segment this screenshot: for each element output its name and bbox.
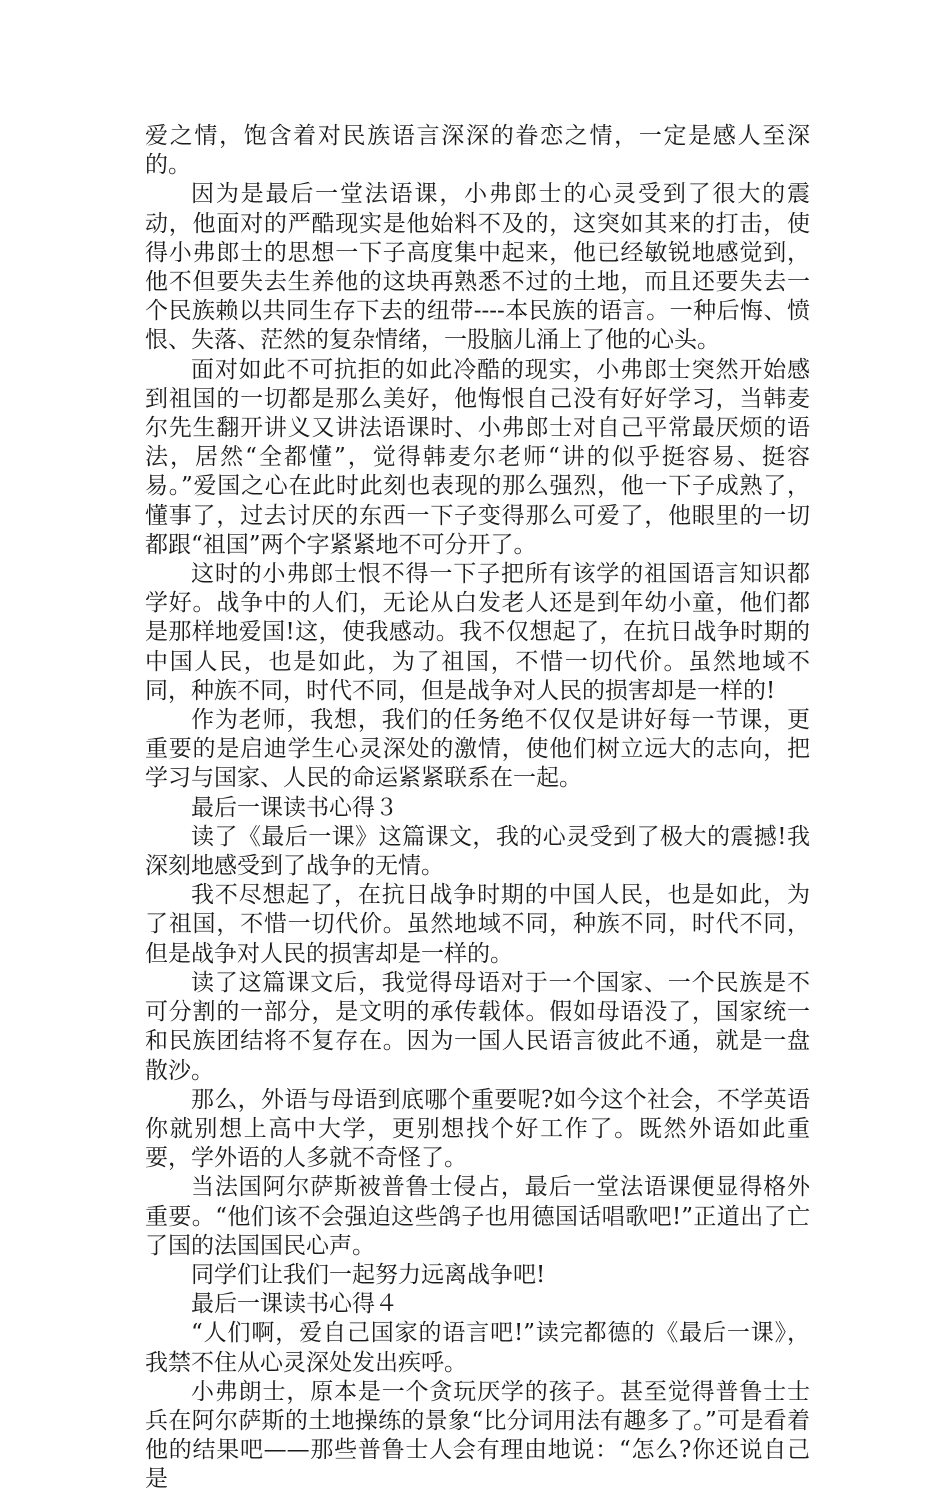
paragraph-12: “人们啊，爱自己国家的语言吧!”读完都德的《最后一课》，我禁不住从心灵深处发出疾呼。	[145, 1320, 810, 1376]
paragraph-6: 读了《最后一课》这篇课文，我的心灵受到了极大的震撼!我深刻地感受到了战争的无情。	[145, 823, 810, 880]
document-page	[145, 122, 810, 1495]
paragraph-4: 这时的小弗郎士恨不得一下子把所有该学的祖国语言知识都学好。战争中的人们，无论从白发老人还是到年幼小童，他们都是那样地爱国!这，使我感动。我不仅想起了，在抗日战争时期的中国人民，也是如此，为了祖国，不惜一切代价。虽然地域不同，种族不同，时代不同，但是战争对人民的损害却是一样的!	[145, 561, 810, 704]
paragraph-3: 面对如此不可抗拒的如此冷酷的现实，小弗郎士突然开始感到祖国的一切都是那么美好，他悔恨自己没有好好学习，当韩麦尔先生翻开讲义又讲法语课时、小弗郎士对自己平常最厌烦的语法，居然“全都懂”，觉得韩麦尔老师“讲的似乎挺容易、挺容易。”爱国之心在此时此刻也表现的那么强烈，他一下子成熟了，懂事了，过去讨厌的东西一下子变得那么可爱了，他眼里的一切都跟“祖国”两个字紧紧地不可分开了。	[145, 356, 810, 558]
paragraph-13: 小弗朗士，原本是一个贪玩厌学的孩子。甚至觉得普鲁士士兵在阿尔萨斯的土地操练的景象“比分词用法有趣多了。”可是看着他的结果吧——那些普鲁士人会有理由地说：“怎么?你还说自己是	[145, 1378, 810, 1493]
paragraph-9: 那么，外语与母语到底哪个重要呢?如今这个社会，不学英语你就别想上高中大学，更别想找个好工作了。既然外语如此重要，学外语的人多就不奇怪了。	[145, 1086, 810, 1172]
paragraph-8: 读了这篇课文后，我觉得母语对于一个国家、一个民族是不可分割的一部分，是文明的承传载体。假如母语没了，国家统一和民族团结将不复存在。因为一国人民语言彼此不通，就是一盘散沙。	[145, 969, 810, 1084]
section-heading-4: 最后一课读书心得４	[191, 1291, 398, 1318]
paragraph-2: 因为是最后一堂法语课，小弗郎士的心灵受到了很大的震动，他面对的严酷现实是他始料不及的，这突如其来的打击，使得小弗郎士的思想一下子高度集中起来，他已经敏锐地感觉到，他不但要失去生养他的这块再熟悉不过的土地，而且还要失去一个民族赖以共同生存下去的纽带----本民族的语言。一种后悔、愤恨、失落、茫然的复杂情绪，一股脑儿涌上了他的心头。	[145, 181, 810, 354]
paragraph-5: 作为老师，我想，我们的任务绝不仅仅是讲好每一节课，更重要的是启迪学生心灵深处的激情，使他们树立远大的志向，把学习与国家、人民的命运紧紧联系在一起。	[145, 707, 810, 792]
paragraph-10: 当法国阿尔萨斯被普鲁士侵占，最后一堂法语课便显得格外重要。“他们该不会强迫这些鸽子也用德国话唱歌吧!”正道出了亡了国的法国国民心声。	[145, 1174, 810, 1259]
paragraph-7: 我不尽想起了，在抗日战争时期的中国人民，也是如此，为了祖国，不惜一切代价。虽然地域不同，种族不同，时代不同，但是战争对人民的损害却是一样的。	[145, 882, 810, 967]
section-heading-3: 最后一课读书心得３	[191, 794, 398, 821]
paragraph-1: 爱之情，饱含着对民族语言深深的眷恋之情，一定是感人至深的。	[145, 123, 810, 179]
paragraph-11: 同学们让我们一起努力远离战争吧!	[191, 1261, 546, 1288]
